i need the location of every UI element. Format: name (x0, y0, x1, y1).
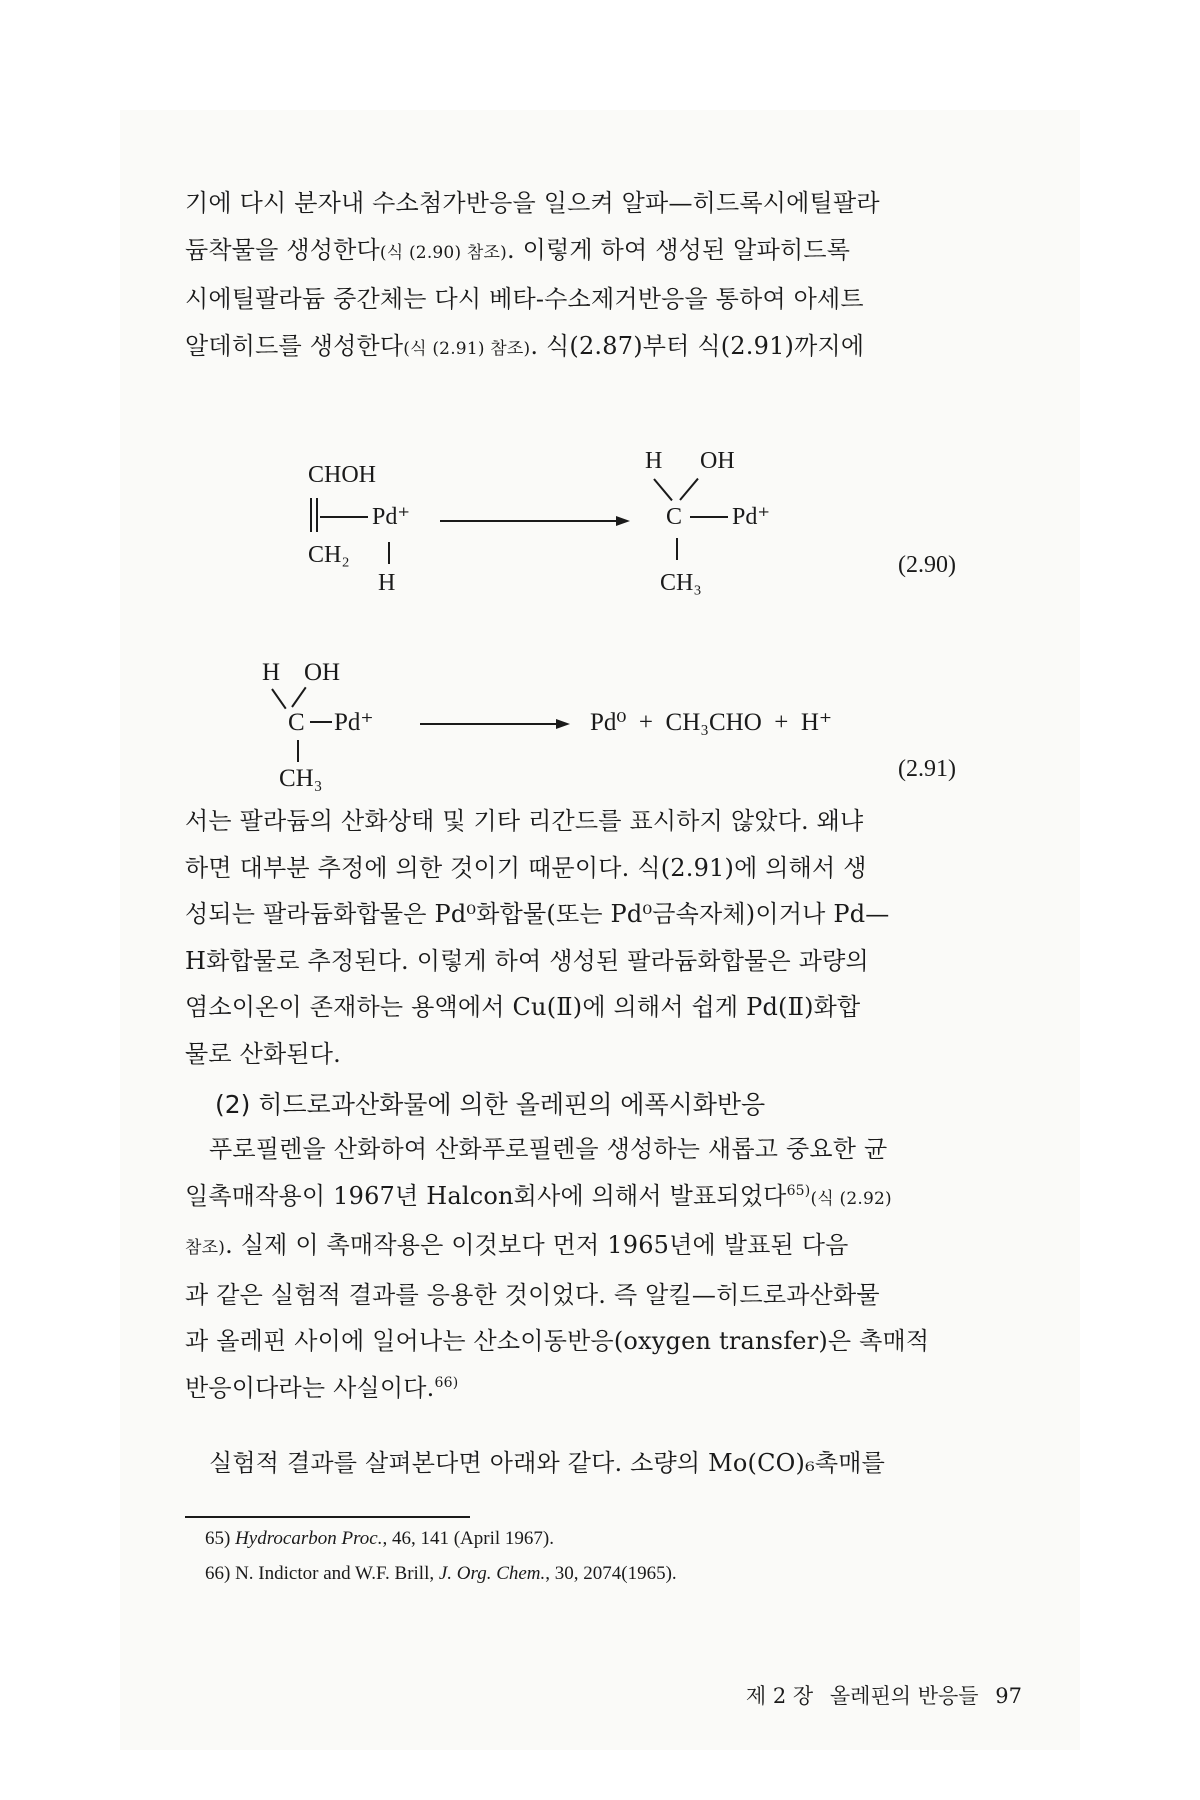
section-paragraph (185, 1126, 1020, 1412)
product-hydroxyl: OH (700, 448, 735, 474)
text-line: 염소이온이 존재하는 용액에서 Cu(Ⅱ)에 의해서 쉽게 Pd(Ⅱ)화합 (185, 993, 861, 1022)
reactant-ch3: CH₃ (279, 765, 323, 792)
reactant-hydroxyl: OH (304, 659, 341, 686)
last-paragraph (185, 1440, 1020, 1487)
footnote-marker: 66) (434, 1374, 459, 1391)
reaction-products: Pd⁰ + CH₃CHO + H⁺ (590, 709, 833, 736)
double-bond-right (316, 498, 318, 532)
text-line (185, 323, 1020, 373)
body-paragraph (185, 798, 1020, 1078)
c-ch3-bond (297, 740, 299, 762)
product-metal: Pd⁺ (732, 504, 771, 530)
footnote-rule (185, 1516, 470, 1518)
footnote-authors: N. Indictor and W.F. Brill, (235, 1563, 439, 1584)
chapter-label: 제 2 장 (745, 1684, 814, 1708)
text-line: 물로 산화된다. (185, 1039, 341, 1068)
text-span: . 식(2.87)부터 식(2.91)까지에 (530, 331, 865, 360)
section-heading: (2) 히드로과산화물에 의한 올레핀의 에폭시화반응 (215, 1090, 766, 1119)
equation-reference: (식 (2.91) 참조) (403, 338, 531, 359)
c-pd-bond (310, 721, 332, 723)
equation-number: (2.91) (898, 756, 956, 782)
h-bond (388, 542, 390, 564)
reaction-arrow-line (440, 520, 620, 522)
reaction-arrow-line (420, 723, 560, 725)
pd-bond (320, 516, 368, 518)
product-ch3: CH₃ (660, 570, 702, 596)
double-bond-left (310, 498, 312, 532)
page-number: 97 (995, 1684, 1022, 1708)
equation-number: (2.90) (898, 552, 956, 578)
footnote-detail: , 30, 2074(1965). (545, 1563, 677, 1584)
reactant-hydrogen: H (262, 659, 281, 686)
text-line: 과 올레핀 사이에 일어나는 산소이동반응(oxygen transfer)은 촉매적 (185, 1327, 930, 1356)
reactant-metal: Pd⁺ (372, 504, 411, 530)
c-ch3-bond (676, 538, 678, 560)
chapter-title: 올레핀의 반응들 (829, 1684, 979, 1708)
text-span: . 이렇게 하여 생성된 알파히드록 (506, 235, 851, 264)
footnote-number: 66) (205, 1563, 231, 1584)
text-span: 듐착물을 생성한다 (185, 235, 380, 264)
text-line: 서는 팔라듐의 산화상태 및 기타 리간드를 표시하지 않았다. 왜냐 (185, 807, 864, 835)
page-footer (736, 1680, 1022, 1710)
text-line (185, 1222, 1020, 1272)
text-line: H화합물로 추정된다. 이렇게 하여 생성된 팔라듐화합물은 과량의 (185, 946, 869, 975)
text-line: 시에틸팔라듐 중간체는 다시 베타-수소제거반응을 통하여 아세트 (185, 285, 864, 314)
text-span: 일촉매작용이 1967년 Halcon회사에 의해서 발표되었다 (185, 1181, 787, 1210)
equation-reference: (식 (2.90) 참조) (379, 242, 507, 263)
text-line: 실험적 결과를 살펴본다면 아래와 같다. 소량의 Mo(CO)₆촉매를 (209, 1449, 886, 1477)
reactant-chohc: CHOH (308, 462, 377, 488)
text-line (185, 1173, 1020, 1223)
text-line: 성되는 팔라듐화합물은 Pd⁰화합물(또는 Pd⁰금속자체)이거나 Pd— (185, 900, 890, 929)
footnote-marker: 65) (786, 1182, 811, 1199)
text-line: 과 같은 실험적 결과를 응용한 것이었다. 즉 알킬—히드로과산화물 (185, 1280, 880, 1309)
reactant-carbon: C (288, 709, 305, 736)
footnote-source: J. Org. Chem. (438, 1563, 546, 1584)
equation-reference: (식 (2.92) (810, 1188, 892, 1209)
reaction-arrow-head (616, 516, 630, 526)
c-pd-bond (690, 516, 728, 518)
product-carbon: C (666, 504, 683, 530)
text-line: 하면 대부분 추정에 의한 것이기 때문이다. 식(2.91)에 의해서 생 (185, 853, 867, 882)
footnote-source: Hydrocarbon Proc. (235, 1528, 383, 1549)
text-line (185, 227, 1020, 277)
reactant-ch2: CH₂ (308, 542, 350, 568)
text-span: . 실제 이 촉매작용은 이것보다 먼저 1965년에 발표된 다음 (225, 1231, 849, 1260)
footnote-number: 65) (205, 1528, 231, 1549)
text-line: 푸로필렌을 산화하여 산화푸로필렌을 생성하는 새롭고 중요한 균 (209, 1135, 888, 1163)
reactant-hydrogen: H (378, 570, 396, 596)
text-line (185, 1365, 1020, 1412)
product-hydrogen: H (645, 448, 663, 474)
footnote-detail: , 46, 141 (April 1967). (382, 1528, 554, 1549)
footnote-65 (205, 1528, 554, 1550)
text-span: 알데히드를 생성한다 (185, 331, 404, 360)
reactant-metal: Pd⁺ (334, 709, 374, 736)
footnote-66 (205, 1563, 677, 1585)
equation-reference: 참조) (185, 1238, 226, 1259)
text-line: 기에 다시 분자내 수소첨가반응을 일으켜 알파—히드록시에틸팔라 (185, 189, 880, 217)
reaction-arrow-head (556, 719, 570, 729)
text-span: 반응이다라는 사실이다. (185, 1373, 435, 1402)
intro-paragraph (185, 180, 1020, 372)
